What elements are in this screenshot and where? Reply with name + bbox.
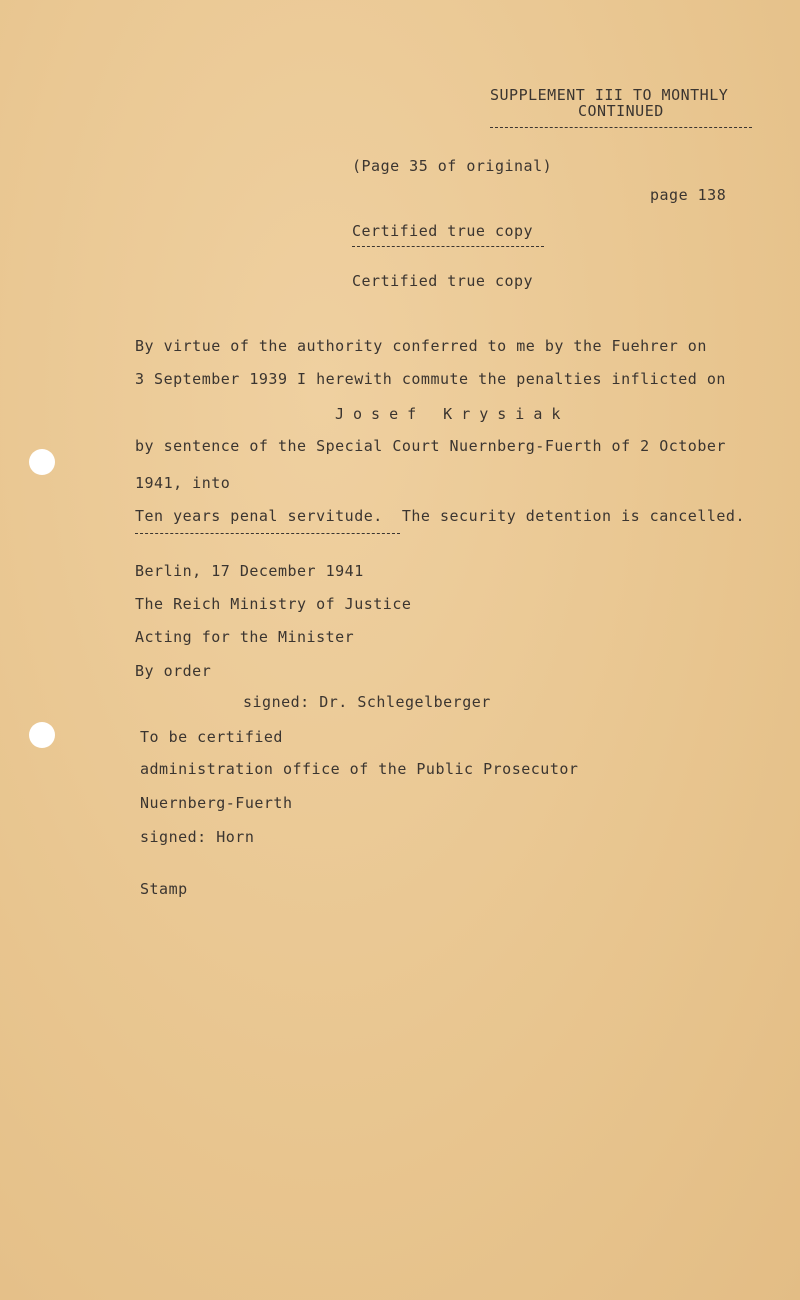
punch-hole — [29, 449, 55, 475]
body-line: 3 September 1939 I herewith commute the penalties inflicted on — [135, 370, 726, 388]
place-date: Berlin, 17 December 1941 — [135, 562, 364, 580]
supplement-heading: SUPPLEMENT III TO MONTHLY — [490, 86, 729, 104]
office-name: administration office of the Public Prosecutor — [140, 760, 579, 778]
certified-subheading: Certified true copy — [352, 272, 534, 290]
page-number: page 138 — [650, 186, 727, 204]
office-city: Nuernberg-Fuerth — [140, 794, 293, 812]
body-underline — [135, 533, 400, 534]
by-order: By order — [135, 662, 212, 680]
person-name: Josef Krysiak — [335, 405, 570, 423]
original-page-note: (Page 35 of original) — [352, 157, 553, 175]
stamp-note: Stamp — [140, 880, 188, 898]
continued-label: CONTINUED — [578, 102, 664, 120]
body-line: 1941, into — [135, 474, 231, 492]
to-be-certified: To be certified — [140, 728, 283, 746]
punch-hole — [29, 722, 55, 748]
body-line: Ten years penal servitude. The security detention is cancelled. — [135, 507, 745, 525]
signature-line: signed: Dr. Schlegelberger — [243, 693, 491, 711]
certified-heading: Certified true copy — [352, 222, 534, 240]
body-line: by sentence of the Special Court Nuernberg-Fuerth of 2 October — [135, 437, 726, 455]
body-line: By virtue of the authority conferred to me by the Fuehrer on — [135, 337, 707, 355]
certified-underline — [352, 246, 544, 247]
certifier-signature: signed: Horn — [140, 828, 255, 846]
ministry-name: The Reich Ministry of Justice — [135, 595, 412, 613]
heading-underline — [490, 127, 752, 128]
acting-for: Acting for the Minister — [135, 628, 355, 646]
